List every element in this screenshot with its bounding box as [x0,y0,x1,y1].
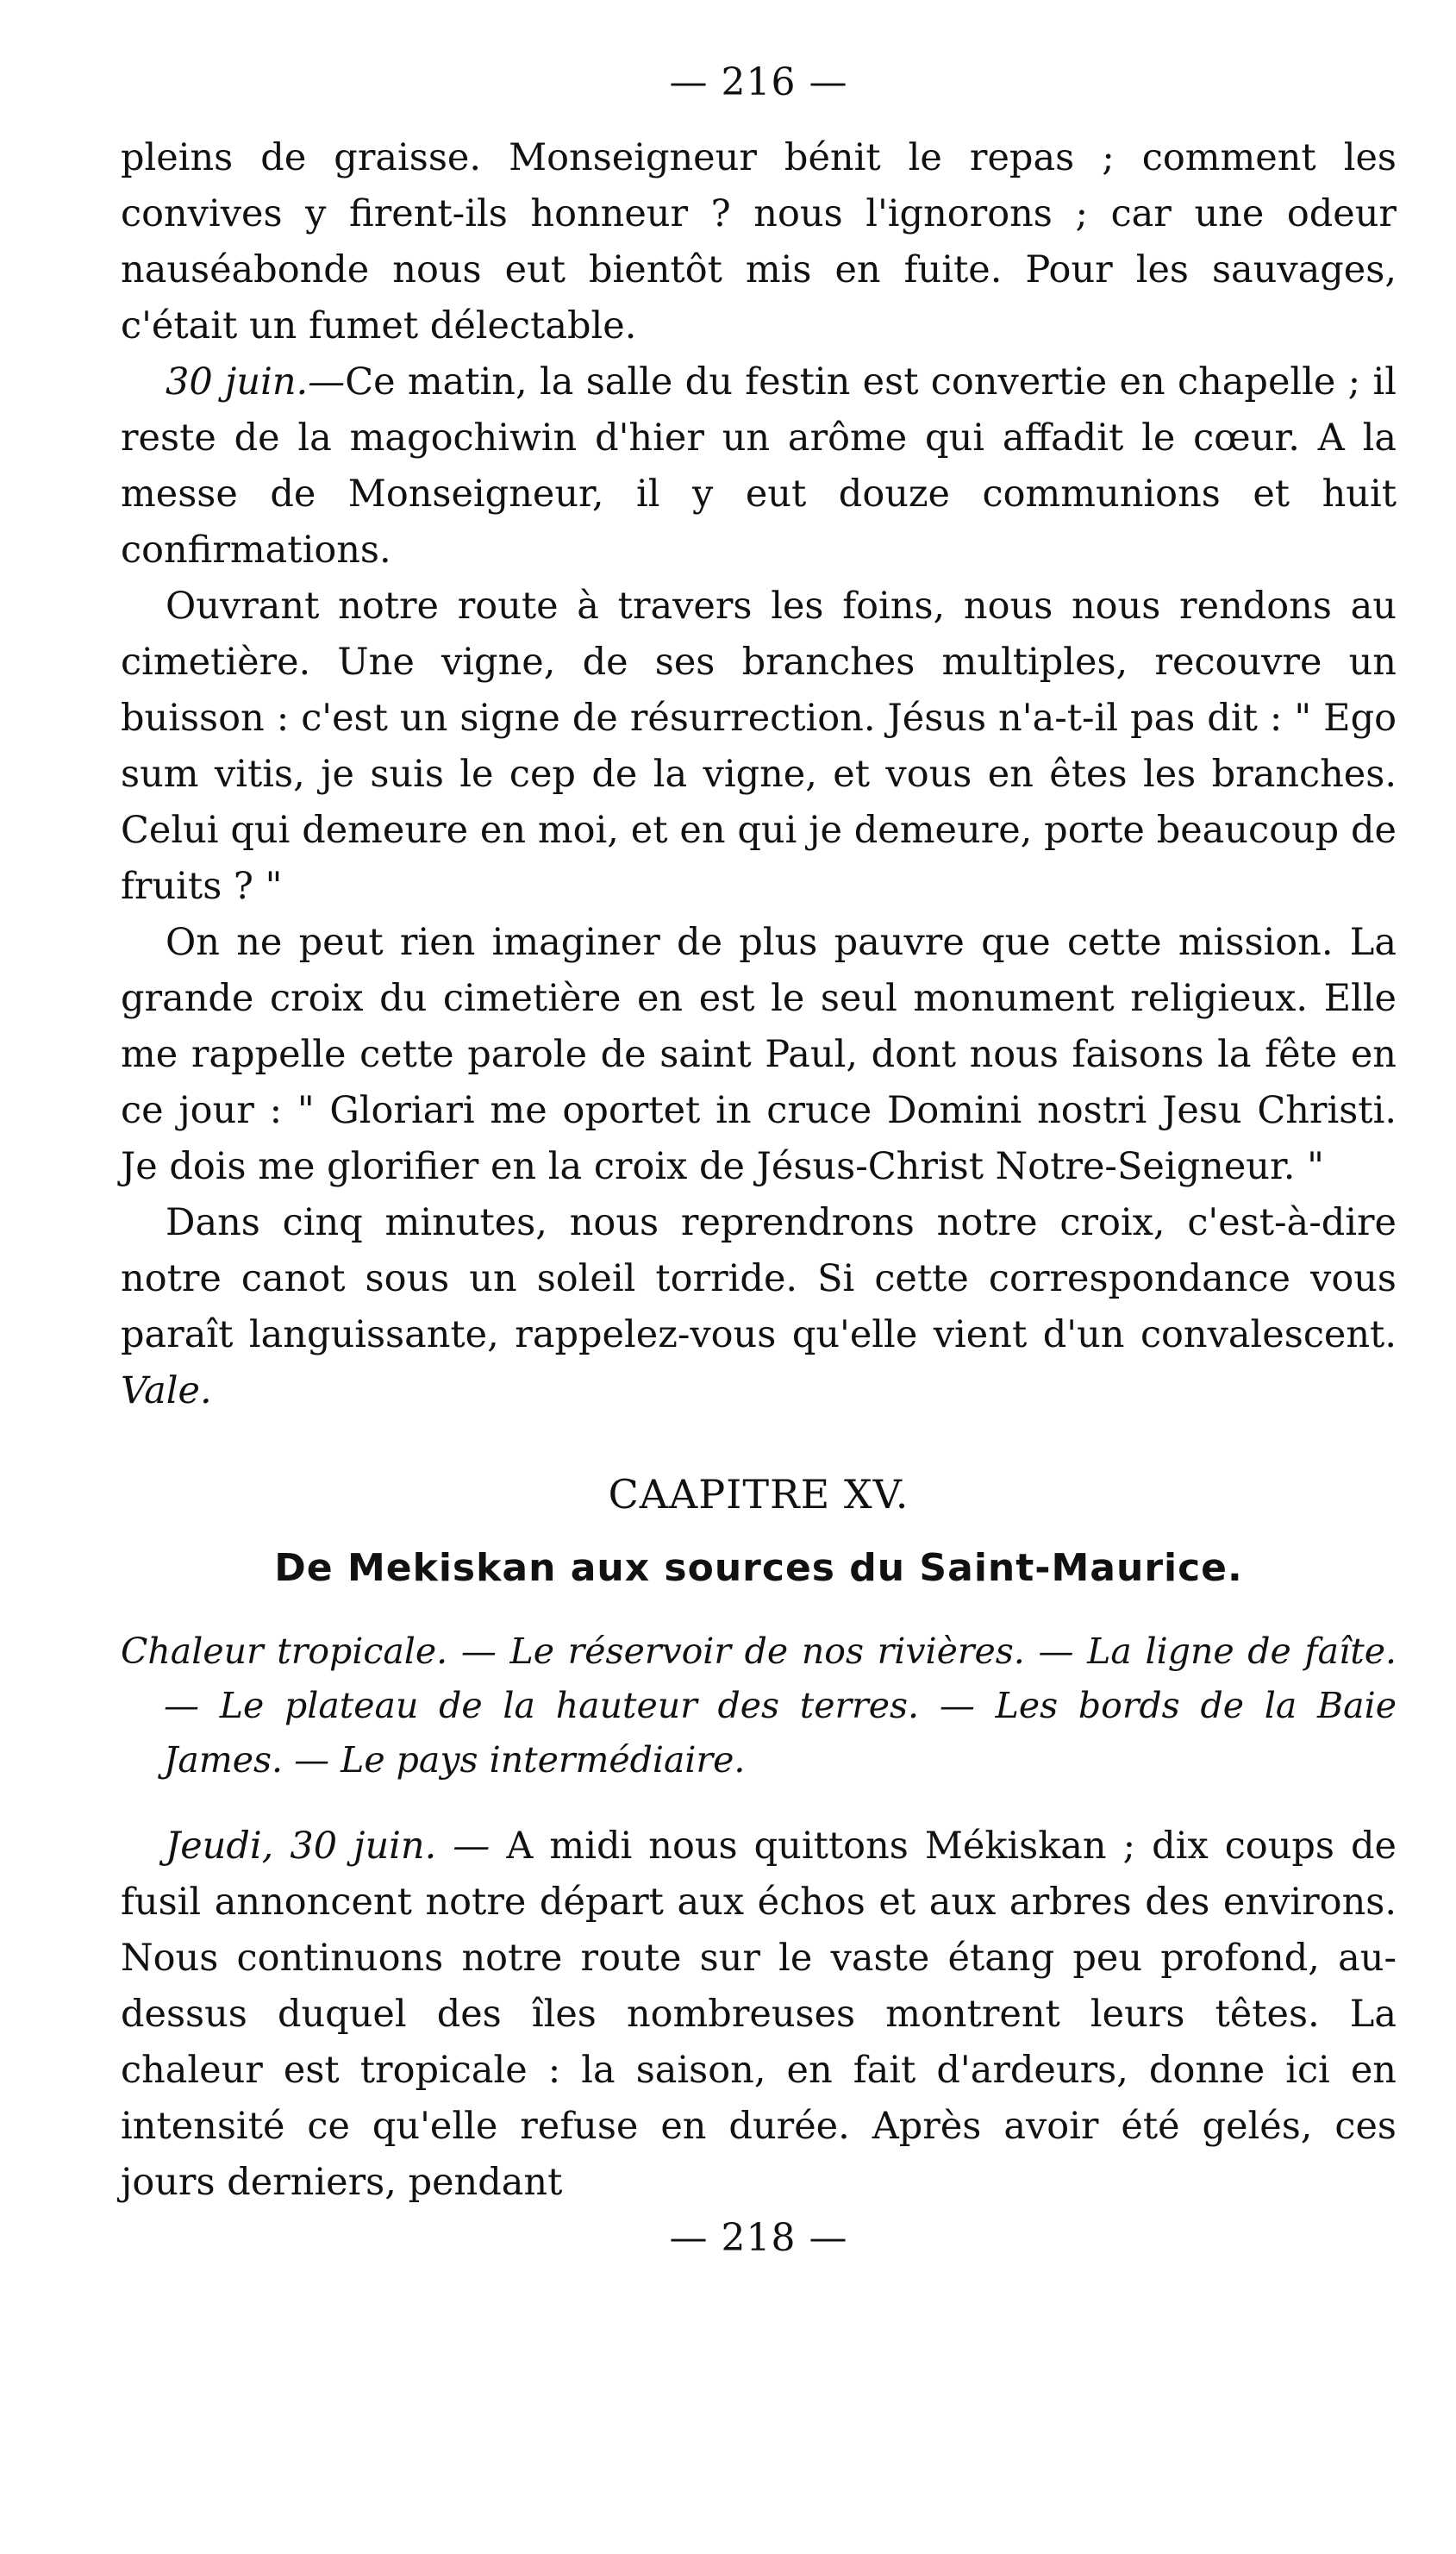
page-number-top: — 216 — [669,60,848,104]
paragraph-3: Ouvrant notre route à travers les foins, nous nous rendons au cimetière. Une vigne, de ses branches multiples, recouvre un buisson : c'est un signe de résurrection. Jésus n'a-t-il pas dit : " Ego sum vitis, je suis le cep de la vigne, et vous en êtes les branches. Celui qui demeure en moi, et en qui je demeure, porte beaucoup de fruits ? " [121,585,1397,908]
paragraph-2-text: Ce matin, la salle du festin est convertie en chapelle ; il reste de la magochiwin d'hier un arôme qui affadit le cœur. A la messe de Monseigneur, il y eut douze communions et huit confirmations. [121,360,1397,572]
page-number-bottom: — 218 — [669,2216,848,2260]
chapter-summary: Chaleur tropicale. — Le réservoir de nos rivières. — La ligne de faîte. — Le plateau de la hauteur des terres. — Les bords de la Baie James. — Le pays intermédiaire. [121,1631,1397,1781]
paragraph-6-date: Jeudi, 30 juin. — [166,1825,491,1868]
chapter-title: De Mekiskan aux sources du Saint-Maurice. [274,1546,1243,1590]
paragraph-4: On ne peut rien imaginer de plus pauvre que cette mission. La grande croix du cimetière en est le seul monument religieux. Elle me rappelle cette parole de saint Paul, dont nous faisons la fête en ce jour : " Gloriari me oportet in cruce Domini nostri Jesu Christi. Je dois me glorifier en la croix de Jésus-Christ Notre-Seigneur. " [121,921,1397,1188]
paragraph-2 [121,354,1397,579]
paragraph-6 [121,1818,1397,2211]
paragraph-5-closing: Vale. [121,1369,212,1412]
paragraph-5 [121,1195,1397,1419]
paragraph-6-text: A midi nous quittons Mékiskan ; dix coups de fusil annoncent notre départ aux échos et aux arbres des environs. Nous continuons notre route sur le vaste étang peu profond, au-dessus duquel des îles nombreuses montrent leurs têtes. La chaleur est tropicale : la saison, en fait d'ardeurs, donne ici en intensité ce qu'elle refuse en durée. Après avoir été gelés, ces jours derniers, pendant [121,1825,1397,2204]
chapter-heading: CAAPITRE XV. [608,1471,909,1518]
paragraph-5-text: Dans cinq minutes, nous reprendrons notre croix, c'est-à-dire notre canot sous un soleil torride. Si cette correspondance vous paraît languissante, rappelez-vous qu'elle vient d'un convalescent. [121,1201,1397,1356]
paragraph-1: pleins de graisse. Monseigneur bénit le repas ; comment les convives y firent-ils honneur ? nous l'ignorons ; car une odeur nauséabonde nous eut bientôt mis en fuite. Pour les sauvages, c'était un fumet délectable. [121,136,1397,347]
paragraph-2-date: 30 juin.— [166,360,346,404]
page [121,60,1397,2509]
